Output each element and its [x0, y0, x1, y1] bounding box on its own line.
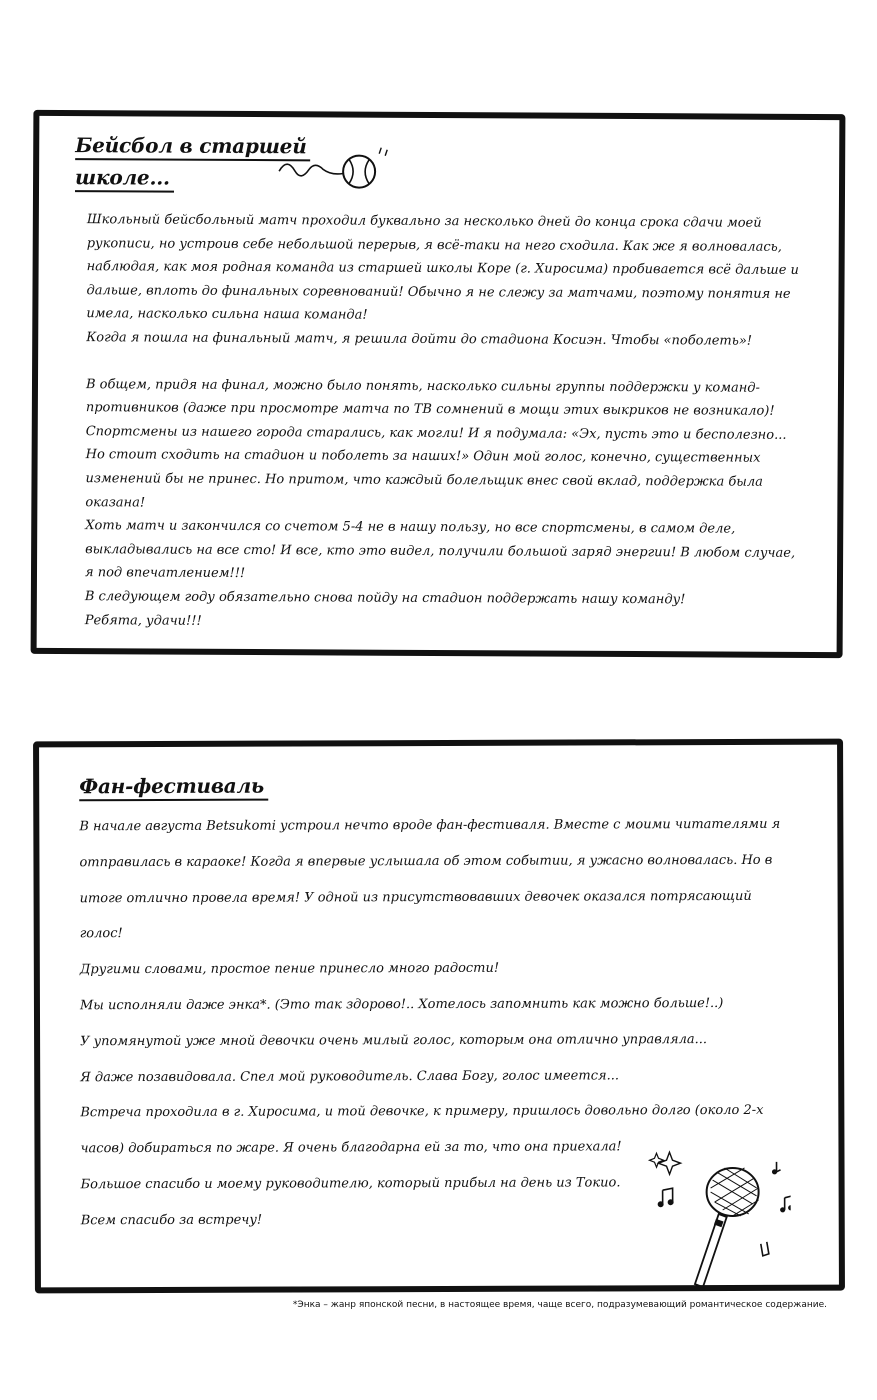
baseball-icon [261, 141, 401, 196]
fan-festival-paragraph-4: У упомянутой уже мной девочки очень милый голос, которым она отлично управляла... [80, 1031, 708, 1050]
baseball-paragraph-5: В следующем году обязательно снова пойду на стадион поддержать нашу команду! [84, 589, 686, 608]
baseball-paragraph-6: Ребята, удачи!!! [84, 612, 202, 629]
baseball-paragraph-2: Когда я пошла на финальный матч, я решила дойти до стадиона Косиэн. Чтобы «поболеть»! [86, 330, 753, 349]
baseball-title-line1: Бейсбол в старшей [75, 132, 310, 161]
fan-festival-title [79, 773, 268, 802]
baseball-paragraph-3: В общем, придя на финал, можно было понять, насколько сильны группы поддержки у команд-противников (даже при просмотре матча по ТВ сомнений в мощи этих выкриков не возникало)! Спортсмены из нашего города старались, как могли! И я подумала: «Эх, пусть это и бесполезно... Но стоит сходить на стадион и поболеть за наших!» Один мой голос, конечно, существенных изменений бы не принес. Но притом, что каждый болельщик внес свой вклад, поддержка была оказана! [85, 376, 787, 510]
fan-festival-paragraph-3: Мы исполняли даже энка*. (Это так здорово!.. Хотелось запомнить как можно больше!..) [79, 995, 724, 1014]
fan-festival-paragraph-1: В начале августа Betsukomi устроил нечто вроде фан-фестиваля. Вместе с моими читателями я отправилась в караоке! Когда я впервые услышала об этом событии, я ужасно волновалась. Но в итоге отлично провела время! У одной из присутствовавших девочек оказался потрясающий голос! [79, 816, 781, 942]
fan-festival-paragraph-7: Большое спасибо и моему руководителю, который прибыл на день из Токио. [80, 1175, 621, 1193]
baseball-panel [31, 110, 846, 658]
baseball-title-line2: школе... [75, 164, 174, 193]
fan-festival-paragraph-8: Всем спасибо за встречу! [80, 1212, 263, 1229]
fan-festival-paragraph-6: Встреча проходила в г. Хиросима, и той девочке, к примеру, пришлось довольно долго (около 2-х часов) добираться по жаре. Я очень благодарна ей за то, что она приехала! [80, 1103, 764, 1157]
fan-festival-panel [33, 739, 845, 1294]
footnote: *Энка – жанр японской песни, в настоящее время, чаще всего, подразумевающий романтическое содержание. [292, 1300, 827, 1310]
baseball-paragraph-1: Школьный бейсбольный матч проходил буквально за несколько дней до конца срока сдачи моей рукописи, но устроив себе небольшой перерыв, я всё-таки на него сходила. Как же я волновалась, наблюдая, как моя родная команда из старшей школы Коре (г. Хиросима) пробивается всё дальше и дальше, вплоть до финальных соревнований! Обычно я не слежу за матчами, поэтому понятия не имела, насколько сильна наша команда! [86, 212, 799, 324]
baseball-paragraph-4: Хоть матч и закончился со счетом 5-4 не в нашу пользу, но все спортсмены, в самом деле, выкладывались на все сто! И все, кто это видел, получили большой заряд энергии! В любом случае, я под впечатлением!!! [84, 518, 796, 582]
fan-festival-title-text: Фан-фестиваль [79, 773, 268, 802]
baseball-body [85, 208, 803, 636]
microphone-icon [610, 1140, 791, 1291]
fan-festival-paragraph-2: Другими словами, простое пение принесло много радости! [79, 960, 500, 978]
fan-festival-paragraph-5: Я даже позавидовала. Спел мой руководитель. Слава Богу, голос имеется... [80, 1067, 620, 1085]
